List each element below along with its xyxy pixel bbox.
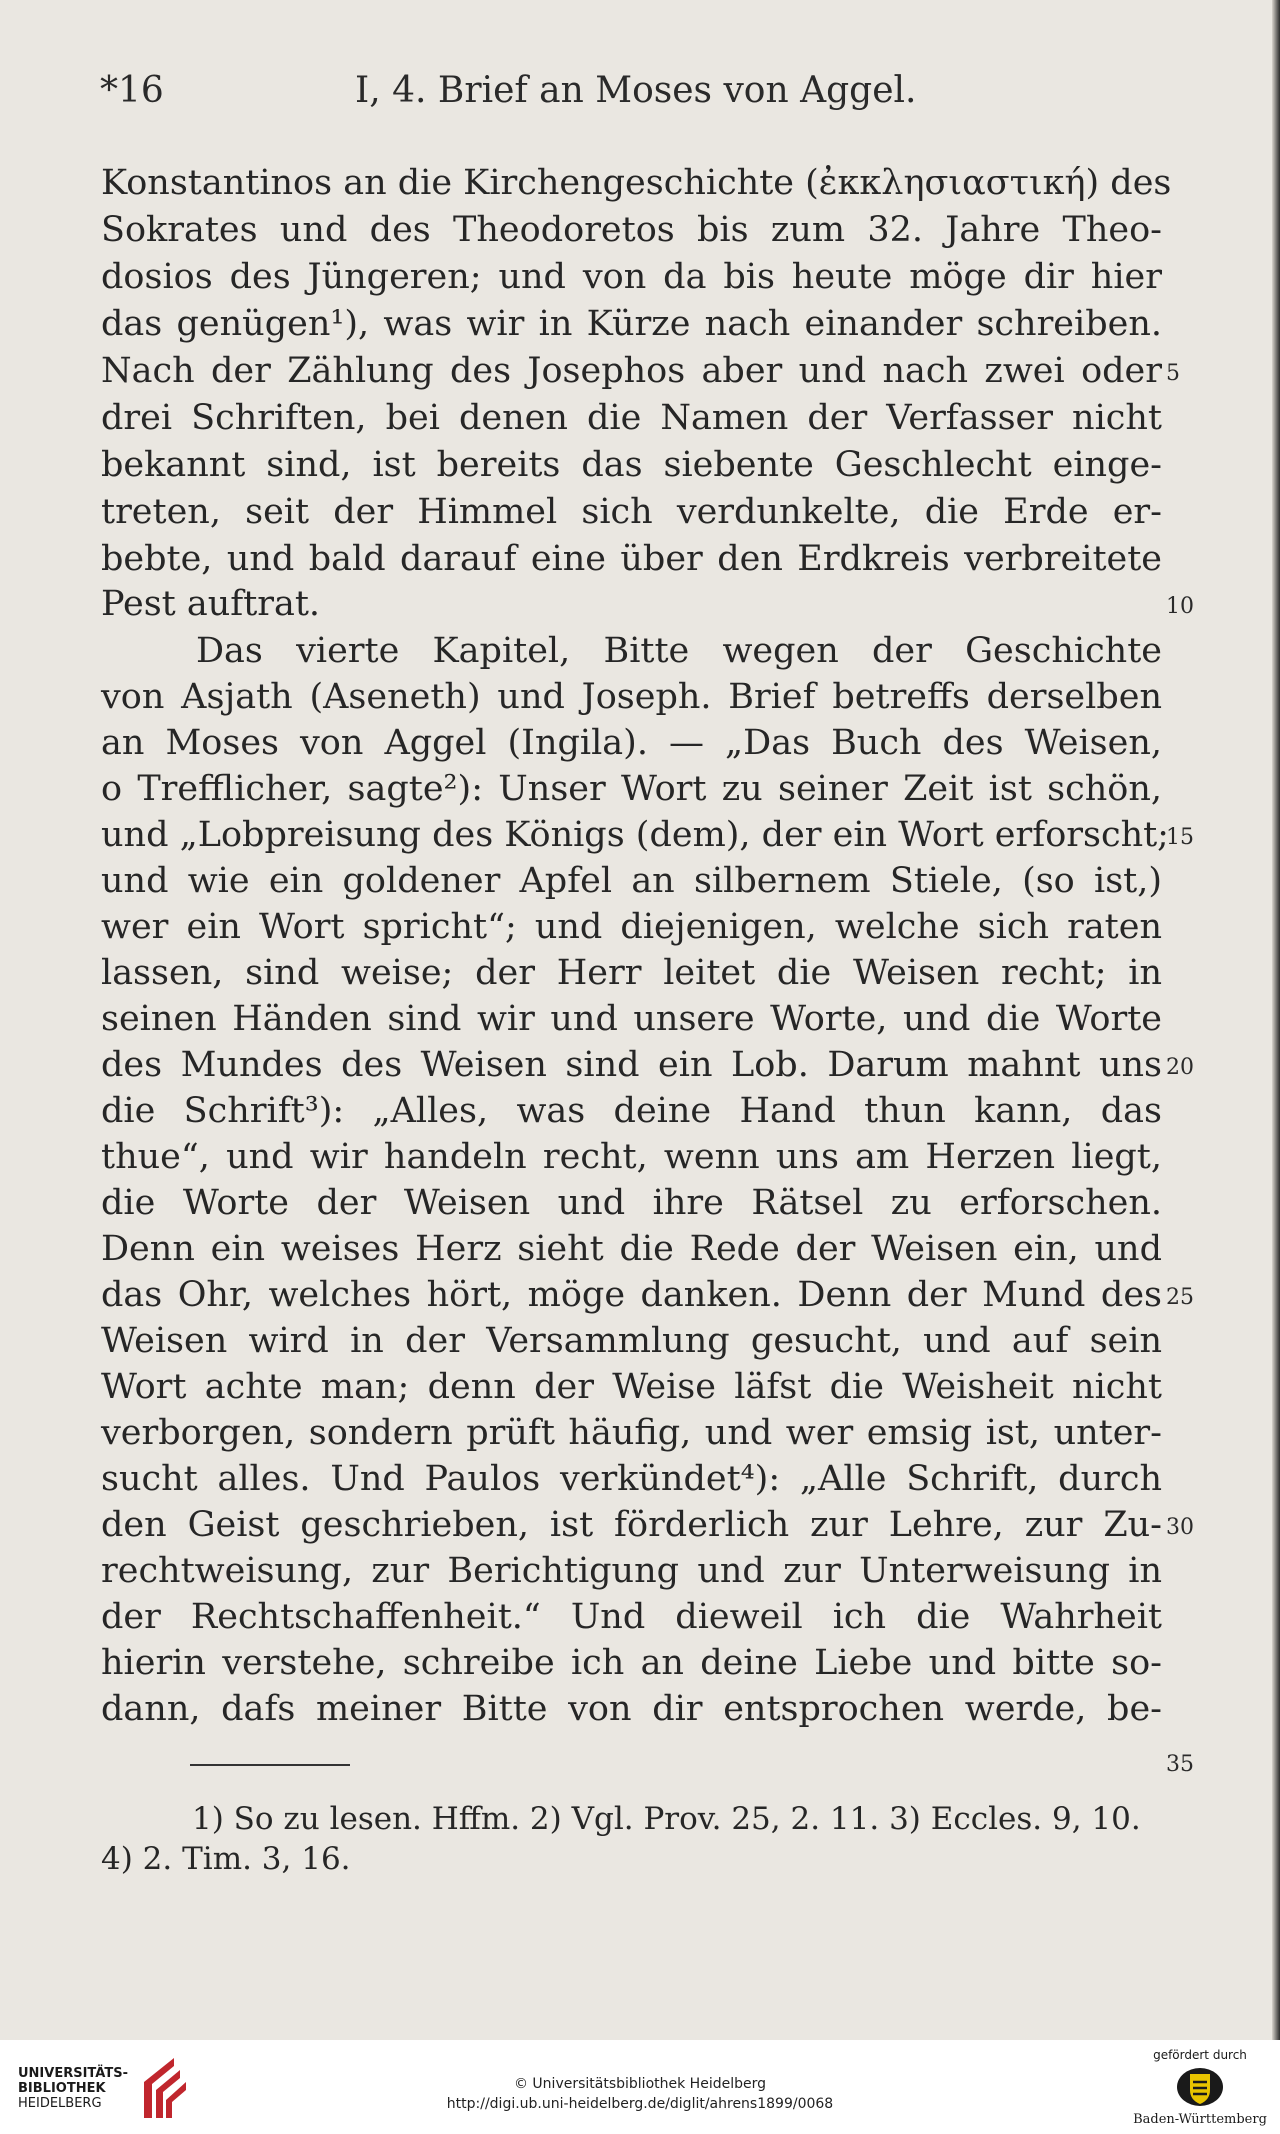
text-line: dosios des Jüngeren; und von da bis heute möge dir hier (101, 257, 1162, 297)
footnote-line: 4) 2. Tim. 3, 16. (101, 1841, 351, 1877)
viewer-footer (0, 2040, 1280, 2134)
text-line: von Asjath (Aseneth) und Joseph. Brief betreffs derselben (101, 677, 1162, 717)
text-line: bekannt sind, ist bereits das siebente Geschlecht einge- (101, 445, 1162, 485)
text-line: drei Schriften, bei denen die Namen der Verfasser nicht (101, 398, 1162, 438)
text-line: treten, seit der Himmel sich verdunkelte, die Erde er- (101, 492, 1162, 532)
text-line: sucht alles. Und Paulos verkündet⁴): „Alle Schrift, durch (101, 1459, 1162, 1499)
page-number: *16 (100, 70, 164, 111)
text-line: die Worte der Weisen und ihre Rätsel zu erforschen. (101, 1183, 1162, 1223)
text-line: Pest auftrat. (101, 584, 321, 624)
margin-line-number: 10 (1166, 594, 1194, 619)
sponsor-label: gefördert durch (1153, 2048, 1247, 2062)
coat-of-arms-icon (1175, 2066, 1225, 2108)
text-line: und wie ein goldener Apfel an silbernem Stiele, (so ist,) (101, 861, 1162, 901)
text-line: verborgen, sondern prüft häufig, und wer emsig ist, unter- (101, 1413, 1162, 1453)
text-line: thue“, und wir handeln recht, wenn uns am Herzen liegt, (101, 1137, 1162, 1177)
text-line: der Rechtschaffenheit.“ Und dieweil ich die Wahrheit (101, 1597, 1162, 1637)
permalink-url[interactable]: http://digi.ub.uni-heidelberg.de/diglit/ahrens1899/0068 (446, 2096, 834, 2112)
copyright-text: © Universitätsbibliothek Heidelberg (513, 2076, 766, 2092)
sponsor-badge[interactable] (1125, 2048, 1275, 2132)
text-line: des Mundes des Weisen sind ein Lob. Darum mahnt uns (101, 1045, 1162, 1085)
text-line: dann, dafs meiner Bitte von dir entsprochen werde, be- (101, 1689, 1162, 1729)
margin-line-number: 15 (1166, 825, 1194, 850)
text-line: das Ohr, welches hört, möge danken. Denn der Mund des (101, 1275, 1162, 1315)
text-line: Weisen wird in der Versammlung gesucht, und auf sein (101, 1321, 1162, 1361)
text-line: wer ein Wort spricht“; und diejenigen, welche sich raten (101, 907, 1162, 947)
page-header (0, 70, 1280, 118)
chapter-heading-line: Das vierte Kapitel, Bitte wegen der Geschichte (196, 631, 1162, 671)
text-line: hierin verstehe, schreibe ich an deine Liebe und bitte so- (101, 1643, 1162, 1683)
text-line: an Moses von Aggel (Ingila). — „Das Buch des Weisen, (101, 723, 1162, 763)
text-line: Denn ein weises Herz sieht die Rede der Weisen ein, und (101, 1229, 1162, 1269)
running-title: I, 4. Brief an Moses von Aggel. (355, 70, 917, 111)
text-line: das genügen¹), was wir in Kürze nach einander schreiben. (101, 304, 1162, 344)
text-line: seinen Händen sind wir und unsere Worte, und die Worte (101, 999, 1162, 1039)
text-line: Konstantinos an die Kirchengeschichte (ἐκκλησιαστική) des (101, 163, 1172, 203)
sponsor-name: Baden-Württemberg (1133, 2112, 1267, 2127)
margin-line-number: 20 (1166, 1055, 1194, 1080)
text-line: Sokrates und des Theodoretos bis zum 32. Jahre Theo- (101, 210, 1162, 250)
footnote-line: 1) So zu lesen. Hffm. 2) Vgl. Prov. 25, 2. 11. 3) Eccles. 9, 10. (192, 1801, 1141, 1837)
margin-line-number: 35 (1166, 1752, 1194, 1777)
footnote-rule (190, 1764, 350, 1766)
margin-line-number: 5 (1166, 361, 1180, 386)
text-line: Wort achte man; denn der Weise läfst die Weisheit nicht (101, 1367, 1162, 1407)
text-line: bebte, und bald darauf eine über den Erdkreis verbreitete (101, 539, 1162, 579)
margin-line-number: 25 (1166, 1285, 1194, 1310)
book-edge (1272, 0, 1280, 2040)
text-line: lassen, sind weise; der Herr leitet die Weisen recht; in (101, 953, 1162, 993)
library-logo-text: UNIVERSITÄTS- BIBLIOTHEK HEIDELBERG (18, 2066, 128, 2111)
text-line: rechtweisung, zur Berichtigung und zur Unterweisung in (101, 1551, 1162, 1591)
text-line: und „Lobpreisung des Königs (dem), der ein Wort erforscht; (101, 815, 1169, 855)
text-line: die Schrift³): „Alles, was deine Hand thun kann, das (101, 1091, 1162, 1131)
text-line: den Geist geschrieben, ist förderlich zur Lehre, zur Zu- (101, 1505, 1162, 1545)
text-line: Nach der Zählung des Josephos aber und nach zwei oder (101, 351, 1162, 391)
margin-line-number: 30 (1166, 1515, 1194, 1540)
text-line: o Trefflicher, sagte²): Unser Wort zu seiner Zeit ist schön, (101, 769, 1162, 809)
